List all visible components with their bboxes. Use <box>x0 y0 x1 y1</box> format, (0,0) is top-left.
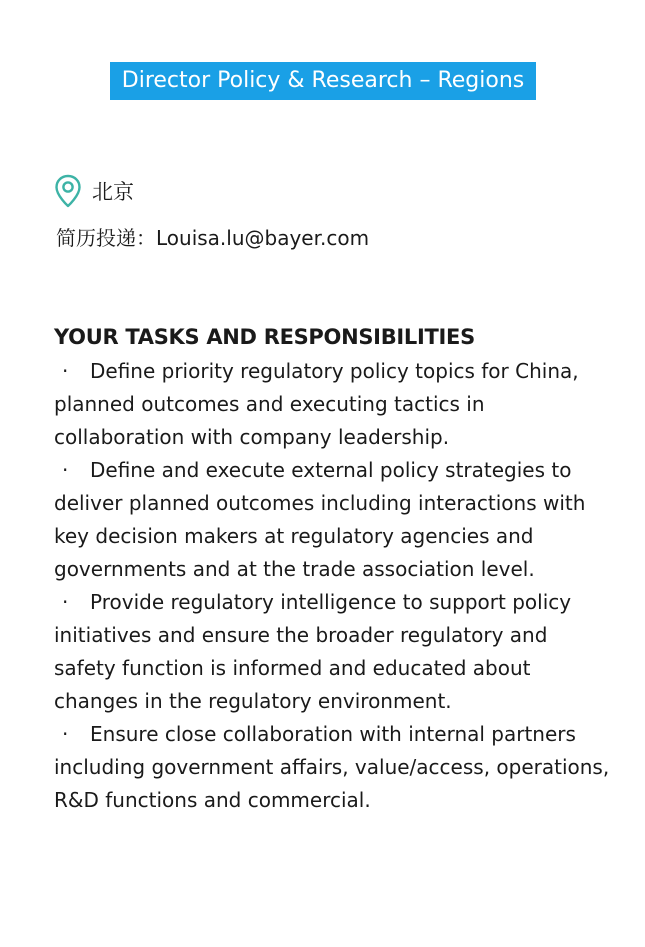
list-item-text: Define priority regulatory policy topics for China, planned outcomes and executing tactics in collaboration with company leadership. <box>54 359 579 449</box>
job-title-banner: Director Policy & Research – Regions <box>110 62 536 100</box>
list-item <box>54 586 614 718</box>
list-item <box>54 454 614 586</box>
list-item <box>54 355 614 454</box>
responsibilities-section <box>54 322 614 817</box>
location-text: 北京 <box>92 180 134 204</box>
bullet-icon: · <box>62 359 69 383</box>
resume-email: 简历投递：Louisa.lu@bayer.com <box>56 226 370 250</box>
list-item <box>54 718 614 817</box>
section-heading: YOUR TASKS AND RESPONSIBILITIES <box>54 325 475 349</box>
list-item-text: Provide regulatory intelligence to support policy initiatives and ensure the broader regulatory and safety function is informed and educated about changes in the regulatory environment. <box>54 590 572 713</box>
location-row <box>54 173 134 209</box>
list-item-text: Ensure close collaboration with internal partners including government affairs, value/access, operations, R&D functions and commercial. <box>54 722 610 812</box>
bullet-icon: · <box>62 722 69 746</box>
list-item-text: Define and execute external policy strategies to deliver planned outcomes including interactions with key decision makers at regulatory agencies and governments and at the trade association level. <box>54 458 586 581</box>
map-pin-icon <box>54 174 82 208</box>
bullet-icon: · <box>62 458 69 482</box>
bullet-icon: · <box>62 590 69 614</box>
responsibilities-list <box>54 355 614 817</box>
